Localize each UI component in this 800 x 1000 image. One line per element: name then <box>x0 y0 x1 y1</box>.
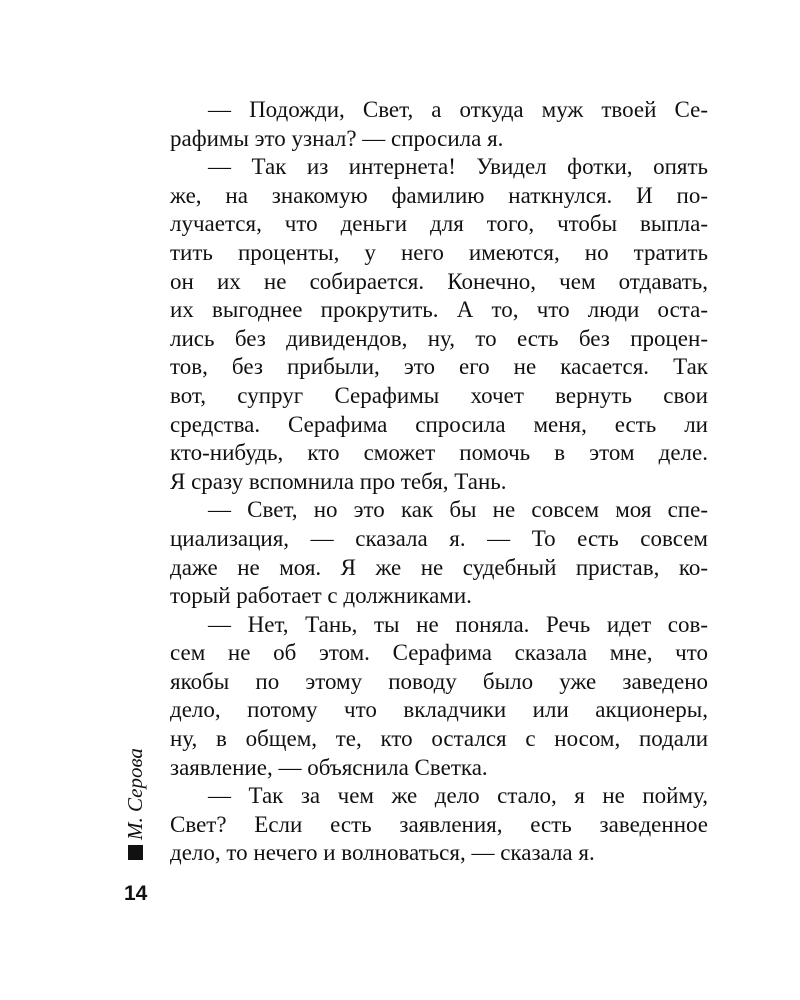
text-line: рафимы это узнал? — спросила я. <box>170 125 504 151</box>
text-line: их выгоднее прокрутить. А то, что люди оста- <box>170 297 708 323</box>
text-line: Я сразу вспомнила про тебя, Тань. <box>170 468 507 494</box>
text-line: дело, потому что вкладчики или акционеры, <box>170 697 708 723</box>
running-head <box>122 738 148 840</box>
text-line: тить проценты, у него имеются, но тратить <box>170 239 708 265</box>
text-line: дело, то нечего и волноваться, — сказала я. <box>170 840 595 866</box>
text-line: ну, в общем, те, кто остался с носом, подали <box>170 726 708 752</box>
text-line: лись без дивидендов, ну, то есть без процен- <box>170 325 708 351</box>
text-line: торый работает с должниками. <box>170 583 472 609</box>
text-line: лучается, что деньги для того, чтобы выпла- <box>170 211 708 237</box>
square-marker-icon <box>128 845 143 860</box>
text-line: он их не собирается. Конечно, чем отдавать, <box>170 268 708 294</box>
body-text <box>170 96 708 868</box>
text-line: средства. Серафима спросила меня, есть ли <box>170 411 708 437</box>
text-line: вот, супруг Серафимы хочет вернуть свои <box>170 382 708 408</box>
text-line: — Так из интернета! Увидел фотки, опять <box>208 154 708 180</box>
text-line: сем не об этом. Серафима сказала мне, что <box>170 640 708 666</box>
text-line: даже не моя. Я же не судебный пристав, ко- <box>170 554 708 580</box>
text-line: — Нет, Тань, ты не поняла. Речь идет сов- <box>208 611 708 637</box>
running-head-author: М. Серова <box>123 748 147 840</box>
text-line: — Свет, но это как бы не совсем моя спе- <box>208 497 708 523</box>
text-line: Свет? Если есть заявления, есть заведенное <box>170 811 708 837</box>
text-line: кто-нибудь, кто сможет помочь в этом деле. <box>170 440 708 466</box>
text-line: же, на знакомую фамилию наткнулся. И по- <box>170 182 708 208</box>
text-line: — Так за чем же дело стало, я не пойму, <box>208 783 708 809</box>
text-line: тов, без прибыли, это его не касается. Так <box>170 354 708 380</box>
text-line: — Подожди, Свет, а откуда муж твоей Се- <box>208 97 708 122</box>
text-line: циализация, — сказала я. — То есть совсем <box>170 525 708 551</box>
text-line: заявление, — объяснила Светка. <box>170 754 488 780</box>
page-number: 14 <box>124 882 148 905</box>
text-line: якобы по этому поводу было уже заведено <box>170 668 708 694</box>
